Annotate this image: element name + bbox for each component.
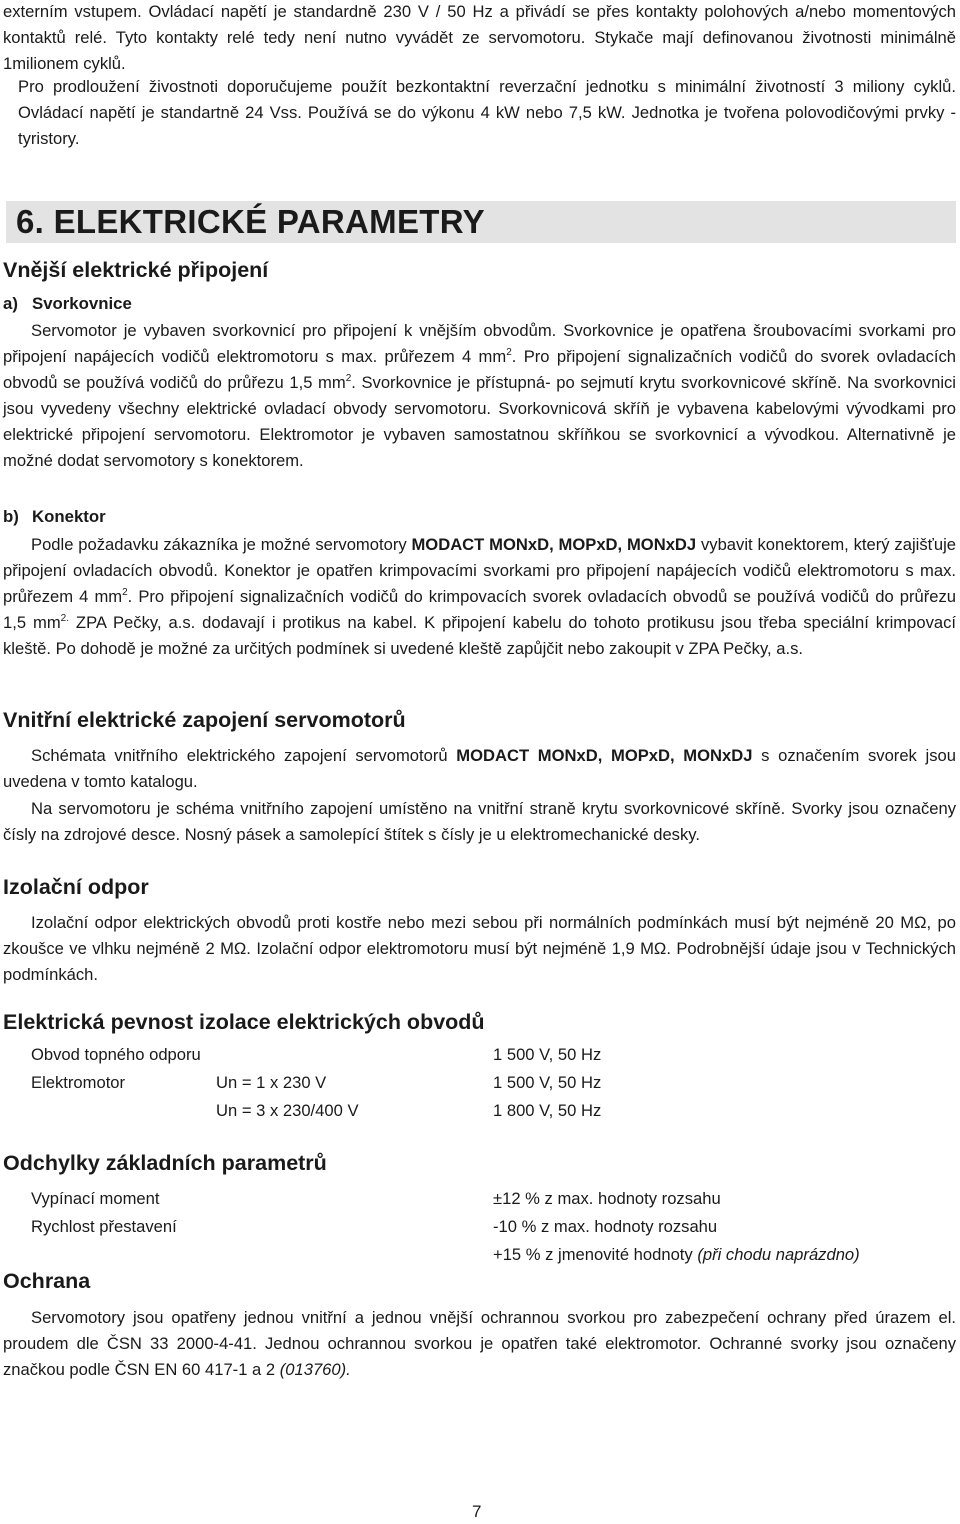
page-number: 7 — [472, 1502, 482, 1521]
protection-paragraph — [3, 1305, 956, 1383]
strength-row-1-value: 1 500 V, 50 Hz — [493, 1045, 602, 1064]
heading-insulation-resistance: Izolační odpor — [3, 875, 149, 899]
text-run: +15 % z jmenovité hodnoty — [493, 1245, 698, 1264]
strength-row-3-condition: Un = 3 x 230/400 V — [216, 1101, 359, 1120]
intro-paragraph-2: Pro prodloužení živostnoti doporučujeme použít bezkontaktní reverzační jednotku s minimální životností 3 miliony cyklů. Ovládací napětí je standartně 24 Vss. Používá se do výkonu 4 kW nebo 7,5 kW. Jednotka je tvořena polovodičovými prvky - tyristory. — [18, 77, 956, 148]
subheading-label: b) — [3, 507, 19, 526]
subheading-text: Konektor — [32, 507, 106, 526]
text-run: . Svorkovnice je přístupná- po sejmutí krytu svorkovnicové skříně. Na svorkovnici jsou vyvedeny všechny elektrické ovladací obvody servomotoru. Svorkovnicová skříň je vybavena kabelovými vývodkami pro elektrické připojení servomotoru. Elektromotor je vybaven samostatnou skříňkou se svorkovnicí a vývodkou. Alternativně je možné dodat servomotory s konektorem. — [3, 373, 956, 470]
text-run: . Pro připojení signalizačních vodičů do krimpovacích svorek ovladacích obvodů se používá vodičů do průřezu 1,5 mm — [3, 587, 956, 632]
subheading-label: a) — [3, 294, 18, 313]
connector-paragraph — [3, 532, 956, 662]
text-run: vybavit konektorem, který zajišťuje připojení ovladacích obvodů. Konektor je opatřen krimpovacími svorkami pro připojení napájecích vodičů elektromotoru s max. průřezem 4 mm — [3, 535, 956, 606]
italic-note: (při chodu naprázdno) — [697, 1245, 860, 1264]
text-run: . Pro připojení signalizačních vodičů do svorek ovladacích obvodů se používá vodičů do průřezu 1,5 mm — [3, 347, 956, 392]
text-run: Schémata vnitřního elektrického zapojení servomotorů — [31, 746, 457, 765]
heading-parameter-deviations: Odchylky základních parametrů — [3, 1151, 327, 1175]
subheading-text: Svorkovnice — [32, 294, 132, 313]
internal-paragraph-2: Na servomotoru je schéma vnitřního zapojení umístěno na vnitřní straně krytu svorkovnicové skříně. Svorky jsou označeny čísly na zdrojové desce. Nosný pásek a samolepící štítek s čísly je u elektromechanické desky. — [3, 799, 956, 844]
text-run: ZPA Pečky, a.s. dodavají i protikus na kabel. K připojení kabelu do tohoto protikusu jsou třeba speciální krimpovací kleště. Po dohodě je možné za určitých podmínek si uvedené kleště zapůjčit nebo zakoupit v ZPA Pečky, a.s. — [3, 613, 957, 658]
superscript: 2 — [506, 347, 512, 358]
deviation-row-1-value: ±12 % z max. hodnoty rozsahu — [493, 1189, 721, 1208]
section-banner — [6, 201, 956, 243]
strength-row-1-label: Obvod topného odporu — [31, 1045, 201, 1064]
strength-row-2-label: Elektromotor — [31, 1073, 126, 1092]
subheading-connector — [3, 505, 106, 529]
heading-external-connection: Vnější elektrické připojení — [3, 258, 269, 282]
deviation-row-2-label: Rychlost přestavení — [31, 1217, 177, 1236]
model-names: MODACT MONxD, MOPxD, MONxDJ — [456, 746, 753, 765]
text-run: s označením svorek jsou uvedena v tomto katalogu. — [3, 746, 956, 791]
text-run: Servomotor je vybaven svorkovnicí pro připojení k vnějším obvodům. Svorkovnice je opatřena šroubovacími svorkami pro připojení napájecích vodičů elektromotoru s max. průřezem 4 mm — [3, 321, 956, 366]
heading-internal-wiring: Vnitřní elektrické zapojení servomotorů — [3, 708, 406, 732]
strength-row-2-condition: Un = 1 x 230 V — [216, 1073, 327, 1092]
superscript: 2. — [60, 613, 69, 624]
subheading-terminal-board — [3, 292, 132, 316]
strength-row-2-value: 1 500 V, 50 Hz — [493, 1073, 602, 1092]
insulation-paragraph: Izolační odpor elektrických obvodů proti kostře nebo mezi sebou při normálních podmínkách musí být nejméně 20 MΩ, po zkoušce ve vlhku nejméně 2 MΩ. Izolační odpor elektromotoru musí být nejméně 1,9 MΩ. Podrobnější údaje jsou v Technických podmínkách. — [3, 913, 956, 984]
heading-insulation-strength: Elektrická pevnost izolace elektrických obvodů — [3, 1010, 485, 1034]
heading-protection: Ochrana — [3, 1269, 91, 1293]
superscript: 2 — [345, 373, 352, 384]
deviation-row-2-value: -10 % z max. hodnoty rozsahu — [493, 1217, 718, 1236]
superscript: 2 — [122, 587, 128, 598]
section-title: 6. ELEKTRICKÉ PARAMETRY — [16, 203, 485, 240]
deviation-row-1-label: Vypínací moment — [31, 1189, 160, 1208]
text-run: Podle požadavku zákazníka je možné servomotory — [31, 535, 412, 554]
intro-paragraph-1: externím vstupem. Ovládací napětí je standardně 230 V / 50 Hz a přivádí se přes kontakty polohových a/nebo momentových kontaktů relé. Tyto kontakty relé tedy není nutno vyvádět ze servomotoru. Stykače mají definovanou životnosti minimálně 1milionem cyklů. — [3, 2, 956, 73]
terminal-board-paragraph — [3, 318, 956, 474]
internal-paragraph-1 — [3, 743, 956, 795]
italic-code: (013760). — [279, 1360, 351, 1379]
deviation-row-3-value — [493, 1244, 860, 1266]
strength-row-3-value: 1 800 V, 50 Hz — [493, 1101, 602, 1120]
model-names: MODACT MONxD, MOPxD, MONxDJ — [411, 535, 697, 554]
text-run: Servomotory jsou opatřeny jednou vnitřní a jednou vnější ochrannou svorkou pro zabezpečení ochrany před úrazem el. proudem dle ČSN 33 2000-4-41. Jednou ochrannou svorkou je opatřen také elektromotor. Ochranné svorky jsou označeny značkou podle ČSN EN 60 417-1 a 2 — [3, 1308, 956, 1379]
